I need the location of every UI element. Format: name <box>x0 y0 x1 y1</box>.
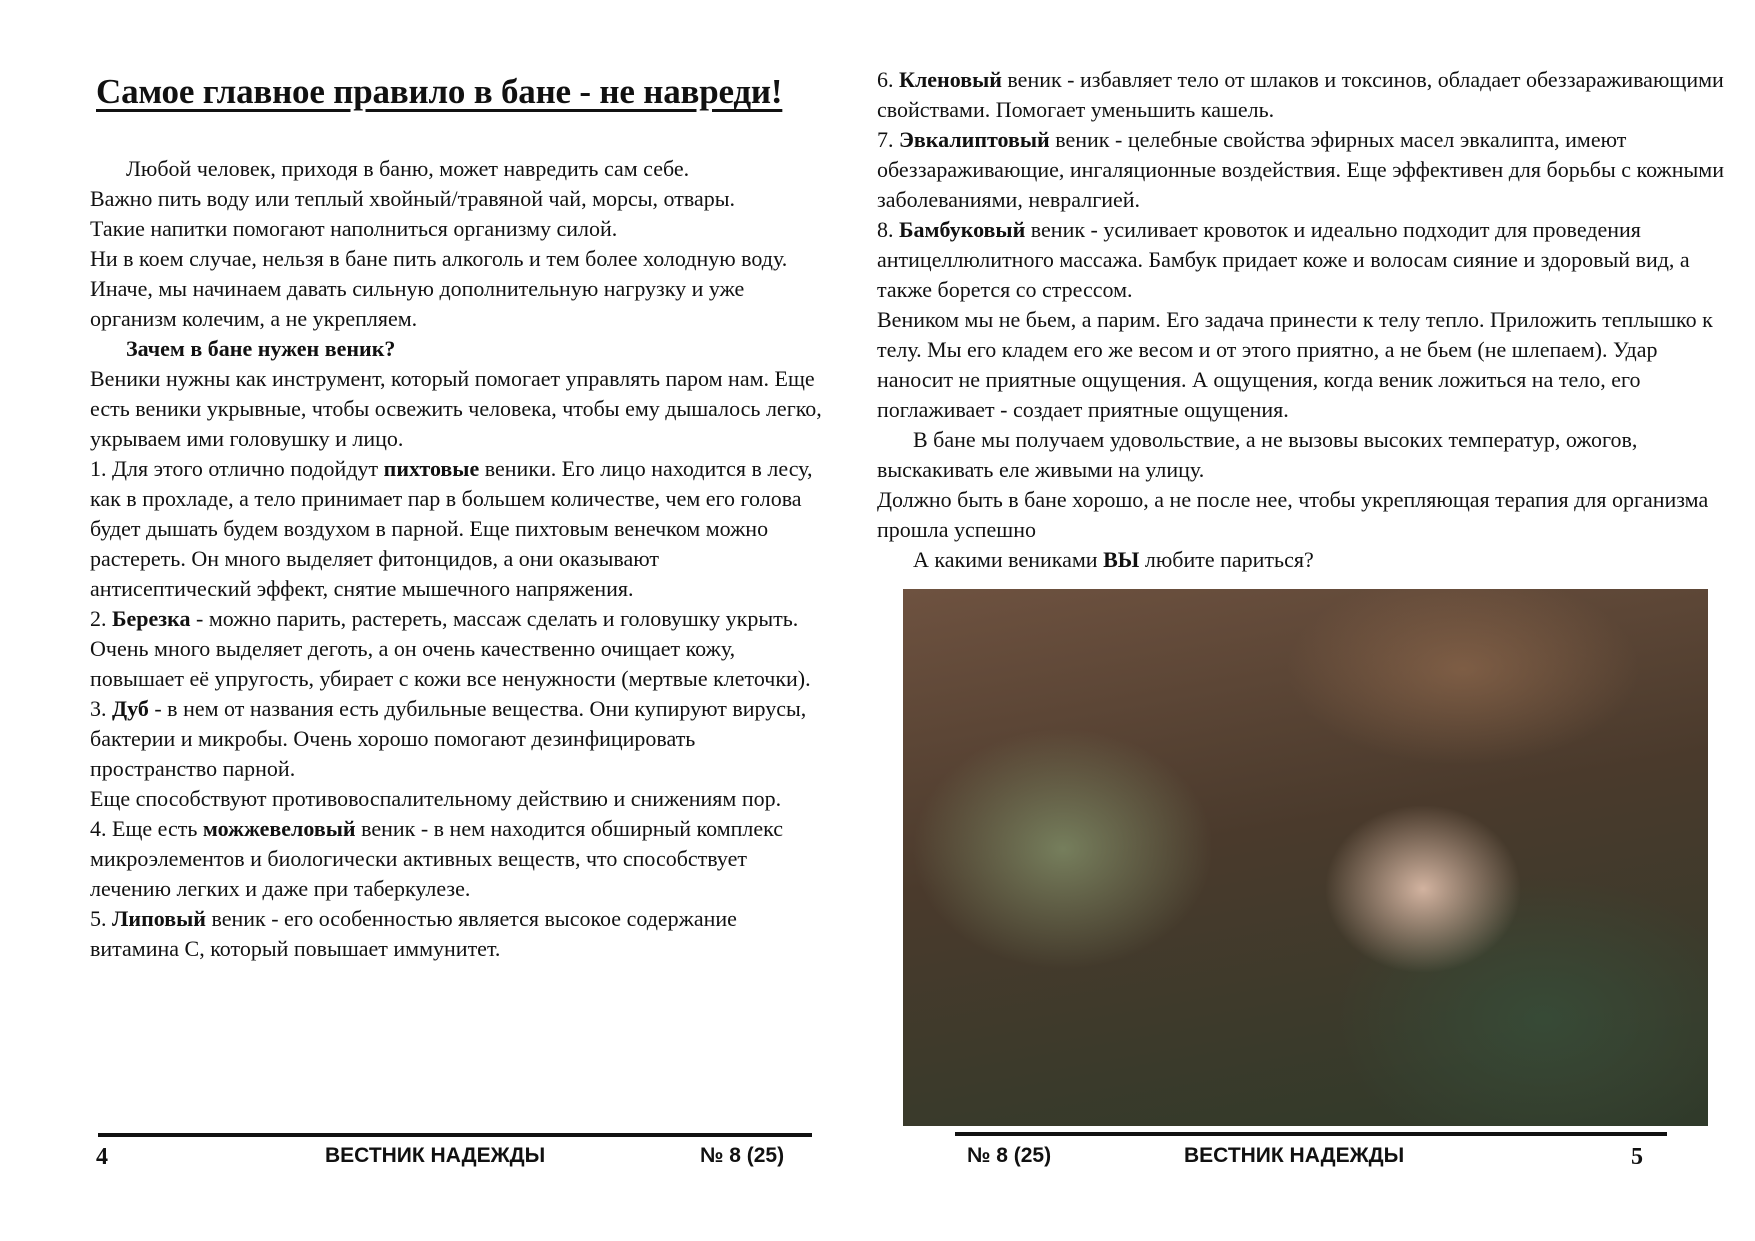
text-run: веник - в нем находится обширный комплекс микроэлементов и биологически активных веществ, что способствует лечению легких и даже при таберкулезе. <box>90 816 784 901</box>
paragraph <box>90 214 825 244</box>
text-run: веник - его особенностью является высокое содержание витамина С, который повышает иммунитет. <box>90 906 737 961</box>
magazine-name: ВЕСТНИК НАДЕЖДЫ <box>325 1144 546 1167</box>
bold-term: Липовый <box>112 906 206 931</box>
text-run: Веники нужны как инструмент, который помогает управлять паром нам. Еще есть веники укрывные, чтобы освежить человека, чтобы ему дышалось легко, укрываем ими головушку и лицо. <box>90 366 822 451</box>
issue-number: № 8 (25) <box>967 1144 1052 1167</box>
text-run: 7. <box>877 127 899 152</box>
text-run: Ни в коем случае, нельзя в бане пить алкоголь и тем более холодную воду. <box>90 246 788 271</box>
right-article-text <box>877 65 1737 575</box>
text-run: В бане мы получаем удовольствие, а не вызовы высоких температур, ожогов, выскакивать еле живыми на улицу. <box>877 427 1638 482</box>
magazine-name: ВЕСТНИК НАДЕЖДЫ <box>1184 1144 1405 1167</box>
left-article-text <box>90 154 825 964</box>
page-number: 5 <box>1631 1144 1643 1170</box>
text-run: - в нем от названия есть дубильные вещества. Они купируют вирусы, бактерии и микробы. Очень хорошо помогают дезинфицировать пространство парной. <box>90 696 807 781</box>
paragraph <box>877 125 1737 215</box>
text-run: 5. <box>90 906 112 931</box>
bold-term: Кленовый <box>899 67 1002 92</box>
text-run: веник - усиливает кровоток и идеально подходит для проведения антицеллюлитного массажа. Бамбук придает коже и волосам сияние и здоровый вид, а также борется со стрессом. <box>877 217 1690 302</box>
paragraph <box>877 545 1737 575</box>
text-run: 8. <box>877 217 899 242</box>
paragraph <box>877 425 1737 485</box>
bold-term: Березка <box>112 606 191 631</box>
text-run: Веником мы не бьем, а парим. Его задача принести к телу тепло. Приложить теплышко к телу. Мы его кладем его же весом и от этого приятно, а не бьем (не шлепаем). Удар наносит не приятные ощущения. А ощущения, когда веник ложиться на тело, его поглаживает - создает приятные ощущения. <box>877 307 1713 422</box>
paragraph <box>90 604 825 694</box>
bold-term: ВЫ <box>1103 547 1140 572</box>
paragraph <box>90 154 825 184</box>
text-run: А какими вениками <box>913 547 1104 572</box>
text-run: веник - целебные свойства эфирных масел эвкалипта, имеют обеззараживающие, ингаляционные воздействия. Еще эффективен для борьбы с кожными заболеваниями, невралгией. <box>877 127 1724 212</box>
text-run: веник - избавляет тело от шлаков и токсинов, обладает обеззараживающими свойствами. Помогает уменьшить кашель. <box>877 67 1724 122</box>
bold-term: можжевеловый <box>202 816 356 841</box>
paragraph <box>877 65 1737 125</box>
paragraph <box>90 184 825 214</box>
paragraph <box>90 814 825 904</box>
text-run: Должно быть в бане хорошо, а не после нее, чтобы укрепляющая терапия для организма прошла успешно <box>877 487 1709 542</box>
right-page <box>877 0 1755 1241</box>
text-run: любите париться? <box>1139 547 1314 572</box>
paragraph <box>877 305 1737 425</box>
paragraph <box>90 694 825 784</box>
text-run: 6. <box>877 67 899 92</box>
text-run: Важно пить воду или теплый хвойный/травяной чай, морсы, отвары. <box>90 186 736 211</box>
article-title: Самое главное правило в бане - не навреди! <box>96 72 783 111</box>
page-number: 4 <box>96 1144 108 1170</box>
paragraph <box>90 784 825 814</box>
paragraph <box>90 364 825 454</box>
text-run: веники. Его лицо находится в лесу, как в прохладе, а тело принимает пар в большем количестве, чем его голова будет дышать будем воздухом в парной. Еще пихтовым венечком можно растереть. Он много выделяет фитонцидов, а они оказывают антисептический эффект, снятие мышечного напряжения. <box>90 456 813 601</box>
text-run: 2. <box>90 606 112 631</box>
text-run: Еще способствуют противовоспалительному действию и снижениям пор. <box>90 786 782 811</box>
bold-term: Дуб <box>112 696 149 721</box>
paragraph <box>90 274 825 334</box>
issue-number: № 8 (25) <box>700 1144 785 1167</box>
bold-term: Эвкалиптовый <box>899 127 1050 152</box>
bold-term: пихтовые <box>383 456 480 481</box>
text-run: Любой человек, приходя в баню, может навредить сам себе. <box>126 156 690 181</box>
text-run: 4. Еще есть <box>90 816 203 841</box>
bold-term: Бамбуковый <box>899 217 1026 242</box>
text-run: 1. Для этого отлично подойдут <box>90 456 384 481</box>
banya-photo <box>903 589 1708 1126</box>
paragraph <box>90 454 825 604</box>
footer-rule <box>955 1132 1667 1136</box>
left-page <box>0 0 877 1241</box>
text-run: Зачем в бане нужен веник? <box>126 336 396 361</box>
footer-rule <box>98 1133 812 1137</box>
paragraph <box>90 244 825 274</box>
section-heading <box>90 334 825 364</box>
text-run: Такие напитки помогают наполниться организму силой. <box>90 216 618 241</box>
text-run: 3. <box>90 696 112 721</box>
text-run: Иначе, мы начинаем давать сильную дополнительную нагрузку и уже организм колечим, а не укрепляем. <box>90 276 745 331</box>
paragraph <box>877 215 1737 305</box>
paragraph <box>90 904 825 964</box>
paragraph <box>877 485 1737 545</box>
text-run: - можно парить, растереть, массаж сделать и головушку укрыть. Очень много выделяет деготь, а он очень качественно очищает кожу, повышает её упругость, убирает с кожи все ненужности (мертвые клеточки). <box>90 606 811 691</box>
